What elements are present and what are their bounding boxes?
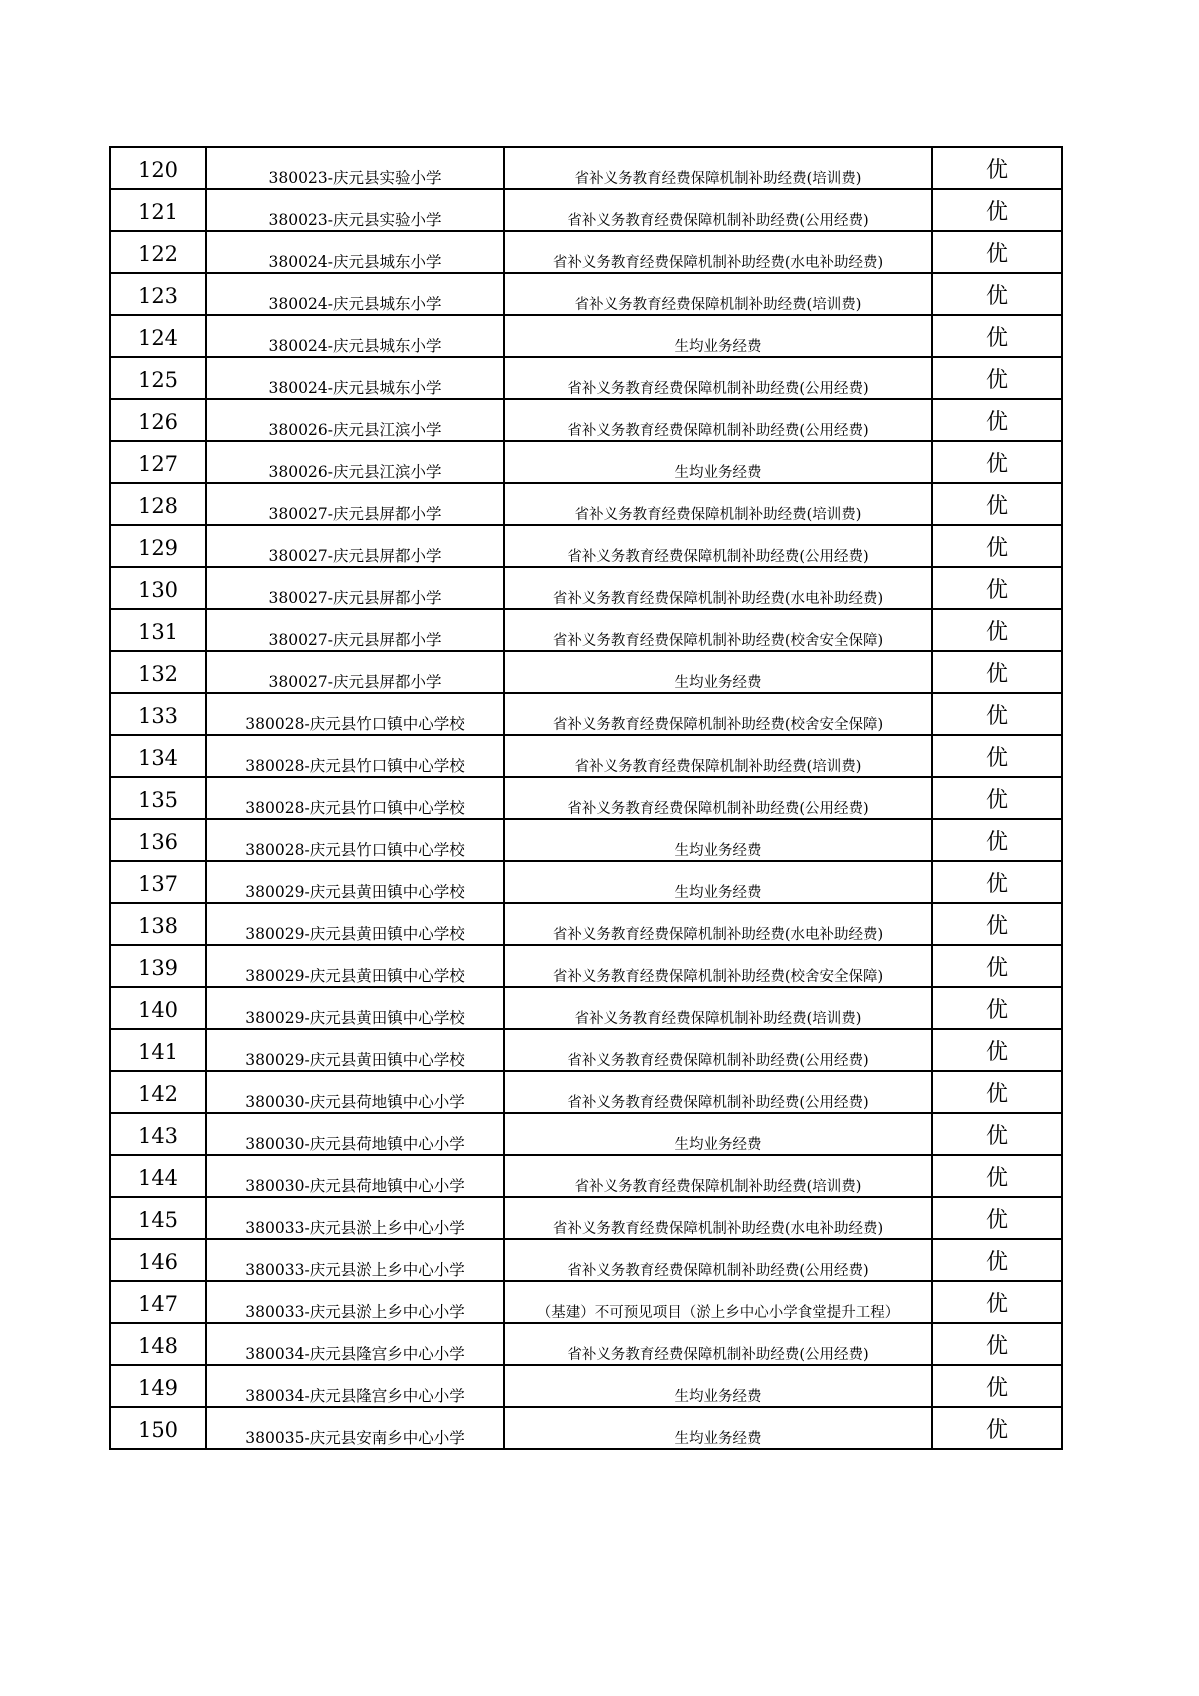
grade-value: 优 xyxy=(932,987,1062,1029)
project-name: 省补义务教育经费保障机制补助经费(校舍安全保障) xyxy=(504,693,932,735)
unit-name: 380027-庆元县屏都小学 xyxy=(206,483,504,525)
project-name: （基建）不可预见项目（淤上乡中心小学食堂提升工程） xyxy=(504,1281,932,1323)
row-number: 125 xyxy=(110,357,206,399)
table-row xyxy=(110,735,1062,777)
row-number: 149 xyxy=(110,1365,206,1407)
table-row xyxy=(110,147,1062,189)
grade-value: 优 xyxy=(932,1407,1062,1449)
grade-value: 优 xyxy=(932,1071,1062,1113)
grade-value: 优 xyxy=(932,483,1062,525)
row-number: 134 xyxy=(110,735,206,777)
project-name: 省补义务教育经费保障机制补助经费(培训费) xyxy=(504,987,932,1029)
project-name: 省补义务教育经费保障机制补助经费(培训费) xyxy=(504,273,932,315)
table-row xyxy=(110,231,1062,273)
unit-name: 380026-庆元县江滨小学 xyxy=(206,399,504,441)
grade-value: 优 xyxy=(932,441,1062,483)
unit-name: 380030-庆元县荷地镇中心小学 xyxy=(206,1071,504,1113)
unit-name: 380024-庆元县城东小学 xyxy=(206,315,504,357)
project-name: 省补义务教育经费保障机制补助经费(公用经费) xyxy=(504,525,932,567)
unit-name: 380030-庆元县荷地镇中心小学 xyxy=(206,1113,504,1155)
table-row xyxy=(110,861,1062,903)
row-number: 120 xyxy=(110,147,206,189)
unit-name: 380027-庆元县屏都小学 xyxy=(206,525,504,567)
table-row xyxy=(110,189,1062,231)
table-row xyxy=(110,903,1062,945)
project-name: 省补义务教育经费保障机制补助经费(校舍安全保障) xyxy=(504,609,932,651)
unit-name: 380027-庆元县屏都小学 xyxy=(206,609,504,651)
row-number: 148 xyxy=(110,1323,206,1365)
grade-value: 优 xyxy=(932,1197,1062,1239)
row-number: 133 xyxy=(110,693,206,735)
row-number: 140 xyxy=(110,987,206,1029)
grade-value: 优 xyxy=(932,147,1062,189)
table-row xyxy=(110,945,1062,987)
row-number: 128 xyxy=(110,483,206,525)
table-body xyxy=(110,147,1062,1449)
row-number: 141 xyxy=(110,1029,206,1071)
grade-value: 优 xyxy=(932,567,1062,609)
grade-value: 优 xyxy=(932,1029,1062,1071)
project-name: 省补义务教育经费保障机制补助经费(水电补助经费) xyxy=(504,903,932,945)
project-name: 生均业务经费 xyxy=(504,861,932,903)
table-row xyxy=(110,819,1062,861)
grade-value: 优 xyxy=(932,231,1062,273)
unit-name: 380029-庆元县黄田镇中心学校 xyxy=(206,903,504,945)
row-number: 143 xyxy=(110,1113,206,1155)
project-name: 省补义务教育经费保障机制补助经费(培训费) xyxy=(504,1155,932,1197)
grade-value: 优 xyxy=(932,189,1062,231)
project-name: 省补义务教育经费保障机制补助经费(公用经费) xyxy=(504,777,932,819)
row-number: 146 xyxy=(110,1239,206,1281)
row-number: 147 xyxy=(110,1281,206,1323)
grade-value: 优 xyxy=(932,315,1062,357)
unit-name: 380034-庆元县隆宫乡中心小学 xyxy=(206,1323,504,1365)
row-number: 129 xyxy=(110,525,206,567)
unit-name: 380023-庆元县实验小学 xyxy=(206,147,504,189)
table-row xyxy=(110,357,1062,399)
grade-value: 优 xyxy=(932,945,1062,987)
project-name: 省补义务教育经费保障机制补助经费(水电补助经费) xyxy=(504,567,932,609)
unit-name: 380029-庆元县黄田镇中心学校 xyxy=(206,861,504,903)
table-row xyxy=(110,651,1062,693)
project-name: 生均业务经费 xyxy=(504,819,932,861)
unit-name: 380026-庆元县江滨小学 xyxy=(206,441,504,483)
row-number: 127 xyxy=(110,441,206,483)
project-name: 省补义务教育经费保障机制补助经费(培训费) xyxy=(504,483,932,525)
grade-value: 优 xyxy=(932,693,1062,735)
grade-value: 优 xyxy=(932,819,1062,861)
unit-name: 380024-庆元县城东小学 xyxy=(206,357,504,399)
row-number: 132 xyxy=(110,651,206,693)
project-name: 省补义务教育经费保障机制补助经费(公用经费) xyxy=(504,1029,932,1071)
project-name: 生均业务经费 xyxy=(504,1365,932,1407)
unit-name: 380033-庆元县淤上乡中心小学 xyxy=(206,1281,504,1323)
row-number: 139 xyxy=(110,945,206,987)
table-row xyxy=(110,1071,1062,1113)
unit-name: 380029-庆元县黄田镇中心学校 xyxy=(206,945,504,987)
unit-name: 380028-庆元县竹口镇中心学校 xyxy=(206,777,504,819)
unit-name: 380027-庆元县屏都小学 xyxy=(206,651,504,693)
table-row xyxy=(110,1407,1062,1449)
project-name: 生均业务经费 xyxy=(504,1407,932,1449)
table-row xyxy=(110,273,1062,315)
grade-value: 优 xyxy=(932,357,1062,399)
table-row xyxy=(110,525,1062,567)
grade-value: 优 xyxy=(932,1281,1062,1323)
row-number: 135 xyxy=(110,777,206,819)
unit-name: 380028-庆元县竹口镇中心学校 xyxy=(206,693,504,735)
unit-name: 380029-庆元县黄田镇中心学校 xyxy=(206,1029,504,1071)
grade-value: 优 xyxy=(932,651,1062,693)
table-row xyxy=(110,1239,1062,1281)
row-number: 130 xyxy=(110,567,206,609)
table-row xyxy=(110,693,1062,735)
grade-value: 优 xyxy=(932,399,1062,441)
unit-name: 380033-庆元县淤上乡中心小学 xyxy=(206,1239,504,1281)
table-row xyxy=(110,483,1062,525)
unit-name: 380024-庆元县城东小学 xyxy=(206,273,504,315)
project-name: 省补义务教育经费保障机制补助经费(公用经费) xyxy=(504,189,932,231)
grade-value: 优 xyxy=(932,777,1062,819)
row-number: 124 xyxy=(110,315,206,357)
row-number: 121 xyxy=(110,189,206,231)
project-name: 生均业务经费 xyxy=(504,1113,932,1155)
project-name: 省补义务教育经费保障机制补助经费(培训费) xyxy=(504,735,932,777)
table-row xyxy=(110,1365,1062,1407)
project-name: 省补义务教育经费保障机制补助经费(公用经费) xyxy=(504,1071,932,1113)
table-row xyxy=(110,609,1062,651)
table-row xyxy=(110,987,1062,1029)
unit-name: 380027-庆元县屏都小学 xyxy=(206,567,504,609)
evaluation-table xyxy=(109,146,1063,1450)
grade-value: 优 xyxy=(932,1239,1062,1281)
grade-value: 优 xyxy=(932,273,1062,315)
grade-value: 优 xyxy=(932,1113,1062,1155)
unit-name: 380024-庆元县城东小学 xyxy=(206,231,504,273)
unit-name: 380035-庆元县安南乡中心小学 xyxy=(206,1407,504,1449)
table-row xyxy=(110,441,1062,483)
project-name: 省补义务教育经费保障机制补助经费(公用经费) xyxy=(504,399,932,441)
grade-value: 优 xyxy=(932,861,1062,903)
table-row xyxy=(110,1197,1062,1239)
row-number: 131 xyxy=(110,609,206,651)
unit-name: 380034-庆元县隆宫乡中心小学 xyxy=(206,1365,504,1407)
grade-value: 优 xyxy=(932,1323,1062,1365)
project-name: 省补义务教育经费保障机制补助经费(校舍安全保障) xyxy=(504,945,932,987)
row-number: 138 xyxy=(110,903,206,945)
row-number: 142 xyxy=(110,1071,206,1113)
grade-value: 优 xyxy=(932,525,1062,567)
project-name: 生均业务经费 xyxy=(504,441,932,483)
project-name: 省补义务教育经费保障机制补助经费(公用经费) xyxy=(504,357,932,399)
project-name: 省补义务教育经费保障机制补助经费(培训费) xyxy=(504,147,932,189)
unit-name: 380023-庆元县实验小学 xyxy=(206,189,504,231)
table-row xyxy=(110,1281,1062,1323)
grade-value: 优 xyxy=(932,735,1062,777)
unit-name: 380029-庆元县黄田镇中心学校 xyxy=(206,987,504,1029)
row-number: 150 xyxy=(110,1407,206,1449)
unit-name: 380030-庆元县荷地镇中心小学 xyxy=(206,1155,504,1197)
project-name: 省补义务教育经费保障机制补助经费(水电补助经费) xyxy=(504,231,932,273)
project-name: 生均业务经费 xyxy=(504,651,932,693)
unit-name: 380028-庆元县竹口镇中心学校 xyxy=(206,735,504,777)
grade-value: 优 xyxy=(932,609,1062,651)
project-name: 省补义务教育经费保障机制补助经费(公用经费) xyxy=(504,1239,932,1281)
unit-name: 380028-庆元县竹口镇中心学校 xyxy=(206,819,504,861)
row-number: 137 xyxy=(110,861,206,903)
row-number: 122 xyxy=(110,231,206,273)
table-row xyxy=(110,1155,1062,1197)
grade-value: 优 xyxy=(932,903,1062,945)
grade-value: 优 xyxy=(932,1365,1062,1407)
project-name: 省补义务教育经费保障机制补助经费(公用经费) xyxy=(504,1323,932,1365)
project-name: 生均业务经费 xyxy=(504,315,932,357)
project-name: 省补义务教育经费保障机制补助经费(水电补助经费) xyxy=(504,1197,932,1239)
table-row xyxy=(110,399,1062,441)
table-row xyxy=(110,567,1062,609)
row-number: 144 xyxy=(110,1155,206,1197)
grade-value: 优 xyxy=(932,1155,1062,1197)
table-row xyxy=(110,1029,1062,1071)
table-row xyxy=(110,1323,1062,1365)
table-row xyxy=(110,315,1062,357)
unit-name: 380033-庆元县淤上乡中心小学 xyxy=(206,1197,504,1239)
row-number: 126 xyxy=(110,399,206,441)
table-row xyxy=(110,777,1062,819)
row-number: 123 xyxy=(110,273,206,315)
row-number: 145 xyxy=(110,1197,206,1239)
table-row xyxy=(110,1113,1062,1155)
row-number: 136 xyxy=(110,819,206,861)
